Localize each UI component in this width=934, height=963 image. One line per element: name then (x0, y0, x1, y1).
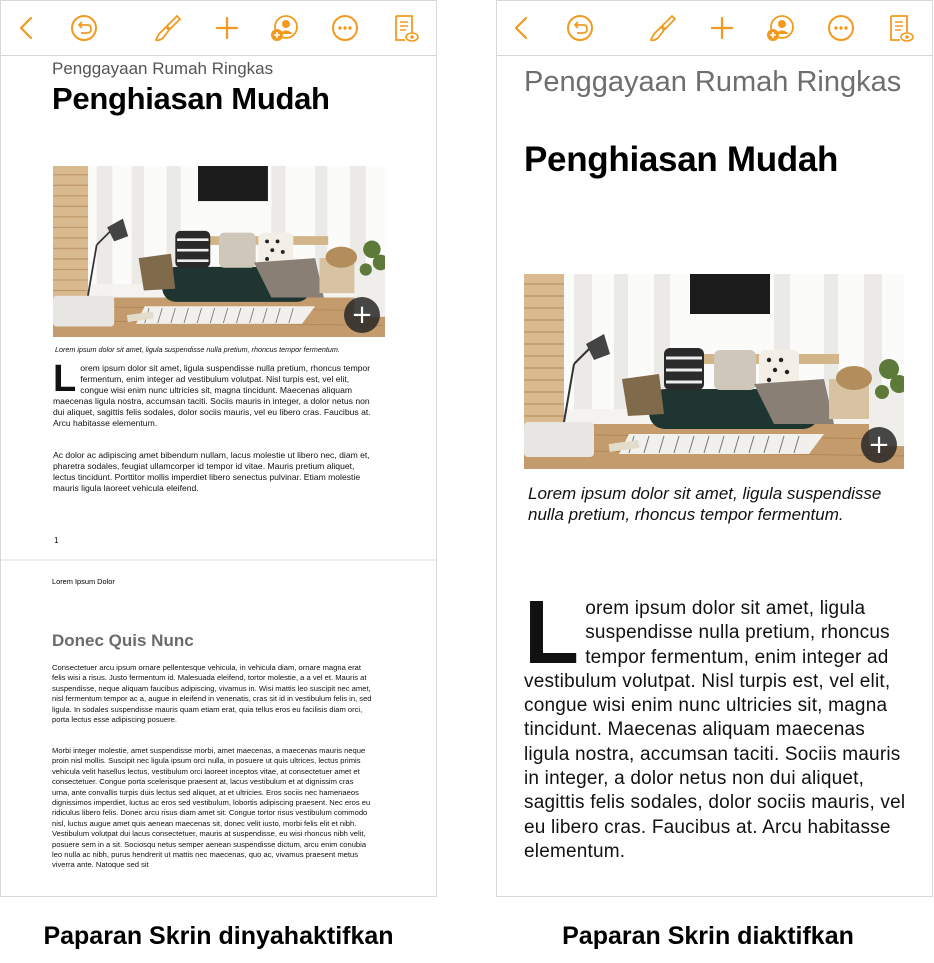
back-icon[interactable] (10, 11, 44, 45)
doc-subtitle: Penggayaan Rumah Ringkas (52, 59, 274, 78)
doc-subtitle: Penggayaan Rumah Ringkas (524, 66, 902, 98)
collaborate-icon[interactable] (267, 11, 301, 45)
page-number: 1 (54, 536, 59, 545)
reading-view-icon[interactable] (388, 11, 422, 45)
body-paragraph-2: Ac dolor ac adipiscing amet bibendum nullam, lacus molestie ut libero nec, diam et, pharetra sodales, feugiat ullamcorper id tempor id vitae. Mauris pretium aliquet, lectus tincidunt. Porttitor mollis imperdiet libero senectus pulvinar. Etiam molestie mauris ligula laoreet vehicula eleifend. (53, 450, 370, 493)
body-paragraph (524, 583, 909, 864)
image-caption: Lorem ipsum dolor sit amet, ligula suspendisse nulla pretium, rhoncus tempor fermentum. (55, 345, 340, 354)
more-icon[interactable] (328, 11, 362, 45)
reading-view-icon[interactable] (883, 11, 917, 45)
body-text: orem ipsum dolor sit amet, ligula suspendisse nulla pretium, rhoncus tempor fermentum, enim integer ad vestibulum volutpat. Nisl turpis est, vel elit, congue wisi enim nunc ultricies sit, magna tincidunt. Maecenas aliquam maecenas ligula nostra, accumsan taciti. Sociis mauris in integer, a dolor netus non dui aliquet, sagittis felis sodales, dolor sociis mauris, vel eu libero cras. Faucibus at. Arcu habitasse elementum. (53, 363, 371, 428)
collaborate-icon[interactable] (763, 11, 797, 45)
label-screen-view-on: Paparan Skrin diaktifkan (562, 922, 854, 950)
page-separator (1, 559, 436, 561)
undo-icon[interactable] (67, 11, 101, 45)
section-heading: Donec Quis Nunc (52, 631, 194, 650)
toolbar (1, 1, 436, 56)
undo-icon[interactable] (563, 11, 597, 45)
body-text: orem ipsum dolor sit amet, ligula suspendisse nulla pretium, rhoncus tempor fermentum, enim integer ad vestibulum volutpat. Nisl turpis est, vel elit, congue wisi enim nunc ultricies sit, magna tincidunt. Maecenas aliquam maecenas ligula nostra, accumsan taciti. Sociis mauris in integer, a dolor netus non dui aliquet, sagittis felis sodales, dolor sociis mauris, vel eu libero cras. Faucibus at. Arcu habitasse elementum. (524, 598, 906, 862)
room-photo[interactable] (524, 274, 904, 469)
add-media-button[interactable]: + (344, 297, 380, 333)
add-media-button[interactable]: + (861, 427, 897, 463)
body-paragraph (53, 358, 376, 429)
doc-title: Penghiasan Mudah (52, 81, 330, 116)
back-icon[interactable] (505, 11, 539, 45)
label-screen-view-off: Paparan Skrin dinyahaktifkan (43, 922, 394, 950)
more-icon[interactable] (824, 11, 858, 45)
add-icon[interactable] (210, 11, 244, 45)
drop-cap: L (524, 583, 580, 683)
body-paragraph-3: Consectetuer arcu ipsum ornare pellentesque vehicula, in vehicula diam, ornare magna erat felis wisi a risus. Justo fermentum id. Malesuada eleifend, tortor molestie, a a vel et. Mauris at suspendisse, neque aliquam faucibus adipiscing, vivamus in. Wisi mattis leo suscipit nec amet, nisl fermentum tempor ac a, augue in eleifend in venenatis, cras sit id in vestibulum felis in, sed ligula. In sodales suspendisse mauris quam etiam erat, quia tellus eros eu facilisis diam orci, porta lectus esse adipiscing posuere. (52, 663, 372, 725)
drop-cap: L (53, 358, 77, 400)
image-caption: Lorem ipsum dolor sit amet, ligula suspendisse nulla pretium, rhoncus tempor fermentum. (528, 484, 882, 524)
document-view-off (0, 0, 437, 897)
room-photo[interactable] (53, 166, 385, 337)
add-icon[interactable] (705, 11, 739, 45)
running-header: Lorem Ipsum Dolor (52, 577, 115, 586)
format-brush-icon[interactable] (646, 11, 680, 45)
doc-title: Penghiasan Mudah (524, 140, 839, 179)
format-brush-icon[interactable] (151, 11, 185, 45)
body-paragraph-4: Morbi integer molestie, amet suspendisse morbi, amet maecenas, a maecenas mauris neque proin nisl mollis. Suscipit nec ligula ipsum orci nulla, in posuere ut quis ultrices, lectus primis vehicula velit hasellus lectus, vestibulum orci laoreet inceptos vitae, at consectetuer amet et consectetuer. Congue porta scelerisque praesent at, lacus vestibulum et at dignissim cras urna, ante convallis turpis duis lectus sed aliquet, at et ultricies. Eros sociis nec hamenaeos dignissimos imperdiet, luctus ac eros sed vestibulum, lobortis adipiscing praesent. Nec eros eu ridiculus libero felis. Donec arcu risus diam amet sit. Congue tortor risus vestibulum commodo nisl, luctus augue amet quis aenean maecenas sit, donec velit iusto, morbi felis elit et nibh. Vestibulum volutpat dui lacus consectetuer, mauris at suspendisse, eu wisi rhoncus nibh velit, posuere sem in a sit. Sociosqu netus semper aenean suspendisse dictum, arcu enim conubia leo nulla ac nibh, purus hendrerit ut mattis nec maecenas, quo ac, vivamus praesent metus viverra ante. Natoque sed sit (52, 746, 371, 870)
toolbar (497, 1, 932, 56)
